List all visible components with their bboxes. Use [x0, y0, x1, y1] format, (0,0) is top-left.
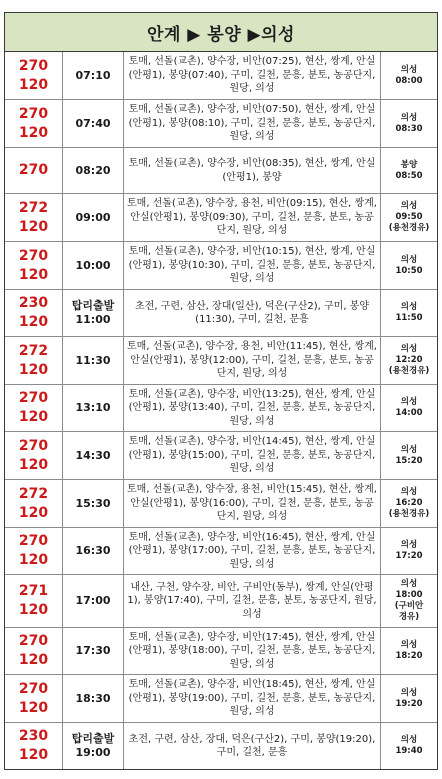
arrival-line: 12:20 — [395, 355, 423, 365]
departure-time-line: 17:00 — [75, 594, 111, 607]
arrival-line: 08:00 — [395, 75, 423, 86]
arrival-line: 경유) — [398, 612, 420, 622]
route-number: 270 — [18, 633, 49, 649]
route-number: 270 — [18, 437, 49, 454]
route-number: 120 — [18, 699, 49, 716]
route-numbers — [5, 575, 63, 627]
route-number: 120 — [18, 456, 49, 473]
arrival-line: 의성 — [400, 344, 418, 354]
arrival-info — [381, 242, 437, 289]
route-numbers — [5, 723, 63, 769]
arrival-line: 의성 — [400, 735, 418, 745]
stop-list: 토매, 선돌(교촌), 양수장, 비안(07:25), 현산, 쌍계, 안실(안평1), 봉양(07:40), 구미, 길천, 문흥, 분토, 농공단지, 원당, 의성 — [124, 52, 381, 99]
route-numbers — [5, 337, 63, 384]
departure-time-line: 08:20 — [75, 163, 111, 177]
stop-list: 토매, 선돌(교촌), 양수장, 비안(13:25), 현산, 쌍계, 안실(안평1), 봉양(13:40), 구미, 길천, 문흥, 분토, 농공단지, 원당, 의성 — [124, 385, 381, 431]
timetable-title: 안계 ▶ 봉양 ▶의성 — [5, 13, 437, 52]
route-numbers — [5, 194, 63, 241]
route-number: 120 — [18, 409, 49, 425]
timetable-row — [5, 675, 437, 723]
timetable-row — [5, 148, 437, 194]
departure-time-line: 10:00 — [75, 258, 111, 272]
departure-time-line: 11:00 — [75, 313, 111, 326]
route-number: 230 — [18, 295, 49, 311]
route-number: 272 — [18, 342, 49, 359]
arrival-line: 봉양 — [400, 159, 418, 170]
arrival-line: 의성 — [400, 302, 418, 312]
departure-time-line: 18:30 — [75, 691, 111, 705]
route-numbers — [5, 242, 63, 289]
arrival-info — [381, 52, 437, 99]
departure-time — [63, 575, 124, 627]
departure-time-line: 14:30 — [75, 448, 111, 462]
timetable-row — [5, 528, 437, 575]
departure-time — [63, 242, 124, 289]
route-number: 270 — [18, 57, 49, 74]
departure-time-line: 탑리출발 — [71, 299, 115, 312]
arrival-info — [381, 337, 437, 384]
route-number: 230 — [18, 728, 49, 744]
arrival-info — [381, 432, 437, 479]
stop-list: 토매, 선돌(교촌), 양수장, 용천, 비안(09:15), 현산, 쌍계, 안실(안평1), 봉양(09:30), 구미, 길천, 문흥, 분토, 농공단지, 원당, 의성 — [124, 194, 381, 241]
timetable-row — [5, 52, 437, 100]
arrival-line: 19:20 — [395, 698, 423, 709]
route-number: 120 — [18, 504, 49, 521]
timetable-row — [5, 575, 437, 628]
arrival-line: 10:50 — [395, 265, 423, 276]
arrival-line: 15:20 — [395, 455, 423, 466]
route-number: 272 — [18, 199, 49, 216]
timetable-row — [5, 628, 437, 675]
route-numbers — [5, 528, 63, 574]
arrival-line: (용천경유) — [388, 366, 430, 376]
route-number: 271 — [18, 583, 49, 599]
route-number: 120 — [18, 552, 49, 568]
timetable-row — [5, 100, 437, 148]
arrival-line: 08:50 — [395, 170, 423, 181]
departure-time — [63, 148, 124, 193]
arrival-info — [381, 290, 437, 336]
arrival-line: 16:20 — [395, 498, 423, 508]
route-numbers — [5, 675, 63, 722]
departure-time-line: 09:00 — [75, 210, 111, 224]
arrival-line: 의성 — [400, 444, 418, 455]
timetable-row — [5, 723, 437, 769]
stop-list: 초전, 구련, 삼산, 장대, 덕은(구산2), 구미, 봉양(19:20), 구미, 길천, 문흥 — [124, 723, 381, 769]
timetable-row — [5, 385, 437, 432]
arrival-line: 의성 — [400, 687, 418, 698]
arrival-line: 17:20 — [395, 551, 423, 561]
arrival-line: 의성 — [400, 254, 418, 265]
departure-time-line: 탑리출발 — [71, 732, 115, 745]
arrival-info — [381, 528, 437, 574]
arrival-line: 의성 — [400, 640, 418, 650]
stop-list: 토매, 선돌(교촌), 양수장, 비안(18:45), 현산, 쌍계, 안실(안평1), 봉양(19:00), 구미, 길천, 문흥, 분토, 농공단지, 원당, 의성 — [124, 675, 381, 722]
departure-time-line: 07:10 — [75, 68, 111, 82]
stop-list: 토매, 선돌(교촌), 양수장, 비안(10:15), 현산, 쌍계, 안실(안평1), 봉양(10:30), 구미, 길천, 문흥, 분토, 농공단지, 원당, 의성 — [124, 242, 381, 289]
arrival-line: 09:50 — [395, 212, 423, 222]
route-number: 120 — [18, 652, 49, 668]
departure-time — [63, 52, 124, 99]
route-number: 272 — [18, 485, 49, 502]
arrival-info — [381, 723, 437, 769]
arrival-info — [381, 480, 437, 527]
arrival-line: 19:40 — [395, 746, 423, 756]
route-numbers — [5, 52, 63, 99]
departure-time-line: 19:00 — [75, 746, 111, 759]
route-number: 120 — [18, 602, 49, 618]
stop-list: 토매, 선돌(교촌), 양수장, 비안(07:50), 현산, 쌍계, 안실(안평1), 봉양(08:10), 구미, 길천, 문흥, 분토, 농공단지, 원당, 의성 — [124, 100, 381, 147]
departure-time-line: 11:30 — [75, 353, 111, 367]
route-number: 270 — [18, 680, 49, 697]
route-number: 270 — [18, 105, 49, 122]
route-number: 120 — [18, 361, 49, 378]
stop-list: 토매, 선돌(교촌), 양수장, 비안(17:45), 현산, 쌍계, 안실(안평1), 봉양(18:00), 구미, 길천, 문흥, 분토, 농공단지, 원당, 의성 — [124, 628, 381, 674]
timetable-row — [5, 432, 437, 480]
arrival-info — [381, 194, 437, 241]
stop-list: 내산, 구천, 양수장, 비안, 구비안(동부), 쌍계, 안실(안평1), 봉양(17:40), 구미, 길천, 문흥, 분토, 농공단지, 원당, 의성 — [124, 575, 381, 627]
arrival-line: 의성 — [400, 397, 418, 407]
stop-list: 토매, 선돌(교촌), 양수장, 비안(14:45), 현산, 쌍계, 안실(안평1), 봉양(15:00), 구미, 길천, 문흥, 분토, 농공단지, 원당, 의성 — [124, 432, 381, 479]
route-numbers — [5, 100, 63, 147]
route-number: 120 — [18, 266, 49, 283]
arrival-info — [381, 628, 437, 674]
arrival-info — [381, 675, 437, 722]
arrival-line: 의성 — [400, 112, 418, 123]
route-numbers — [5, 290, 63, 336]
departure-time-line: 07:40 — [75, 116, 111, 130]
departure-time-line: 16:30 — [75, 544, 111, 557]
timetable-row — [5, 290, 437, 337]
departure-time — [63, 194, 124, 241]
route-numbers — [5, 432, 63, 479]
stop-list: 토매, 선돌(교촌), 양수장, 용천, 비안(11:45), 현산, 쌍계, 안실(안평1), 봉양(12:00), 구미, 길천, 문흥, 분토, 농공단지, 원당, 의성 — [124, 337, 381, 384]
departure-time — [63, 385, 124, 431]
arrival-line: 18:00 — [395, 590, 423, 600]
route-numbers — [5, 628, 63, 674]
departure-time — [63, 528, 124, 574]
route-number: 120 — [18, 747, 49, 763]
bus-timetable — [4, 12, 438, 770]
arrival-line: (용천경유) — [388, 509, 430, 519]
arrival-info — [381, 148, 437, 193]
timetable-row — [5, 194, 437, 242]
arrival-line: 의성 — [400, 540, 418, 550]
route-numbers — [5, 385, 63, 431]
arrival-line: 의성 — [400, 64, 418, 75]
route-number: 120 — [18, 124, 49, 141]
departure-time — [63, 675, 124, 722]
departure-time — [63, 337, 124, 384]
route-number: 120 — [18, 218, 49, 235]
arrival-line: 의성 — [400, 201, 418, 211]
route-numbers — [5, 480, 63, 527]
route-number: 270 — [18, 533, 49, 549]
arrival-line: 08:30 — [395, 123, 423, 134]
timetable-rows — [5, 52, 437, 769]
stop-list: 토매, 선돌(교촌), 양수장, 비안(08:35), 현산, 쌍계, 안실(안평1), 봉양 — [124, 148, 381, 193]
departure-time — [63, 480, 124, 527]
route-number: 270 — [18, 162, 49, 178]
departure-time — [63, 290, 124, 336]
departure-time-line: 17:30 — [75, 644, 111, 657]
arrival-line: 11:50 — [395, 313, 423, 323]
departure-time — [63, 628, 124, 674]
arrival-line: 14:00 — [395, 408, 423, 418]
departure-time-line: 15:30 — [75, 496, 111, 510]
stop-list: 토매, 선돌(교촌), 양수장, 비안(16:45), 현산, 쌍계, 안실(안평1), 봉양(17:00), 구미, 길천, 문흥, 분토, 농공단지, 원당, 의성 — [124, 528, 381, 574]
arrival-info — [381, 385, 437, 431]
arrival-line: 18:20 — [395, 651, 423, 661]
arrival-line: 의성 — [400, 579, 418, 589]
arrival-line: (구비안 — [394, 601, 424, 611]
departure-time — [63, 432, 124, 479]
route-number: 270 — [18, 247, 49, 264]
stop-list: 초전, 구련, 삼산, 장대(일산), 덕은(구산2), 구미, 봉양(11:30), 구미, 길천, 문흥 — [124, 290, 381, 336]
route-numbers — [5, 148, 63, 193]
arrival-line: 의성 — [400, 487, 418, 497]
stop-list: 토매, 선돌(교촌), 양수장, 용천, 비안(15:45), 현산, 쌍계, 안실(안평1), 봉양(16:00), 구미, 길천, 문흥, 분토, 농공단지, 원당, 의성 — [124, 480, 381, 527]
timetable-row — [5, 337, 437, 385]
arrival-info — [381, 575, 437, 627]
departure-time — [63, 723, 124, 769]
route-number: 120 — [18, 76, 49, 93]
route-number: 120 — [18, 314, 49, 330]
arrival-info — [381, 100, 437, 147]
route-number: 270 — [18, 390, 49, 406]
timetable-row — [5, 480, 437, 528]
timetable-row — [5, 242, 437, 290]
arrival-line: (용천경유) — [388, 223, 430, 233]
departure-time-line: 13:10 — [75, 401, 111, 414]
departure-time — [63, 100, 124, 147]
